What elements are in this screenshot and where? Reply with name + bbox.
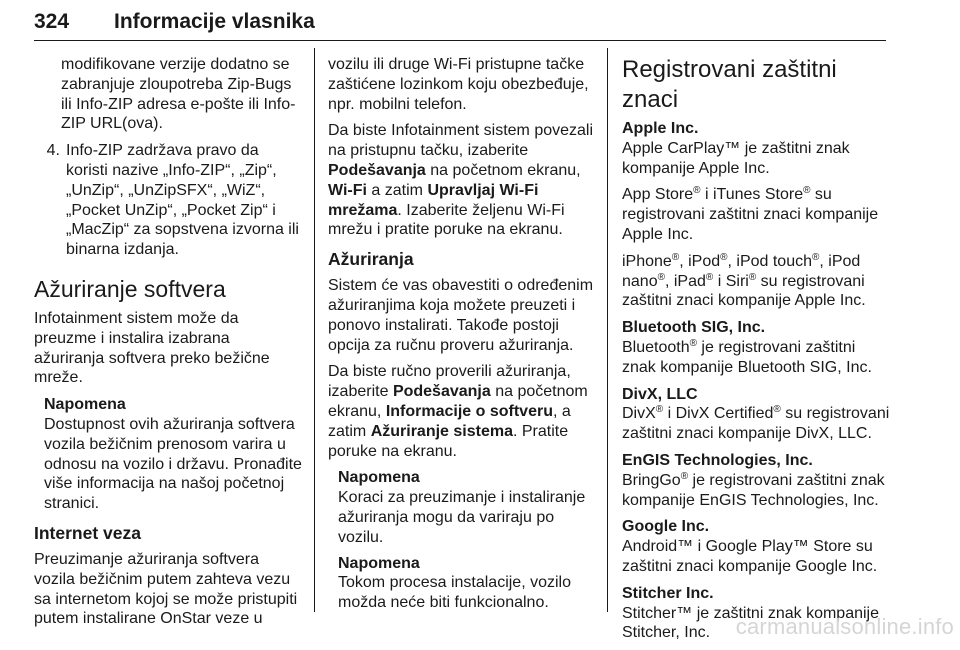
column-separator [314,48,315,612]
menu-term: Wi-Fi [328,181,367,199]
company-name: Stitcher Inc. [622,584,714,602]
trademark-block-engis: EnGIS Technologies, Inc. BringGo® je registrovani zaštitni znak kompanije EnGIS Technologies, Inc. [622,451,890,510]
header-rule [34,40,886,41]
note-block [34,395,302,514]
trademark-text: Stitcher™ je zaštitni znak kompanije Stitcher, Inc. [622,604,879,642]
continued-paragraph: modifikovane verzije dodatno se zabranjuje zloupotreba Zip-Bugs ili Info-ZIP adresa e-pošte ili Info-ZIP URL(ova). [61,56,296,133]
menu-term: Informacije o softveru [385,402,553,420]
list-item [34,141,302,260]
section-heading-software-update: Ažuriranje softvera [34,275,226,302]
note-text: Dostupnost ovih ažuriranja softvera vozila bežičnim prenosom varira u odnosu na vozilo i državu. Pronađite više informacija na našoj početnoj stranici. [44,415,302,513]
internet-text: Preuzimanje ažuriranja softvera vozila bežičnim putem zahteva vezu sa internetom kojoj se može pristupiti putem instalirane OnStar veze u [34,550,298,628]
note-title: Napomena [338,554,420,572]
continued-paragraph: vozilu ili druge Wi-Fi pristupne tačke zaštićene lozinkom koju obezbeđuje, npr. mobilni telefon. [328,56,589,113]
list-number: 4. [46,142,60,160]
menu-term: Ažuriranje sistema [370,422,513,440]
page-number: 324 [34,10,70,33]
trademark-text: iPhone®, iPod®, iPod touch®, iPod nano®, iPad® i Siri® su registrovani zaštitni znaci kompanije Apple Inc. [622,251,866,310]
trademark-block-bluetooth: Bluetooth SIG, Inc. Bluetooth® je registrovani zaštitni znak kompanije Bluetooth SIG, Inc. [622,318,890,377]
note-block [328,468,596,547]
company-name: DivX, LLC [622,385,698,403]
header-title: Informacije vlasnika [114,10,315,33]
subheading-internet: Internet veza [34,522,141,543]
company-name: Bluetooth SIG, Inc. [622,319,766,337]
section-intro: Infotainment sistem može da preuzme i instalira izabrana ažuriranja softvera preko bežične mreže. [34,309,270,387]
connect-instructions: Da biste Infotainment sistem povezali na pristupnu tačku, izaberite Podešavanja na početnom ekranu, Wi-Fi a zatim Upravljaj Wi-Fi mrežama. Izaberite željenu Wi-Fi mrežu i pratite poruke na ekranu. [328,122,594,239]
list-text: Info-ZIP zadržava pravo da koristi nazive „Info-ZIP“, „Zip“, „UnZip“, „UnZipSFX“, „WiZ“, „Pocket UnZip“, „Pocket Zip“ i „MacZip“ za sopstvena izvorna ili binarna izdanja. [66,142,299,259]
subheading-updates: Ažuriranja [328,249,414,270]
trademark-text: Apple CarPlay™ je zaštitni znak kompanije Apple Inc. [622,139,850,177]
company-name: Google Inc. [622,518,710,536]
manual-check-instructions: Da biste ručno proverili ažuriranja, izaberite Podešavanja na početnom ekranu, Informacije o softveru, a zatim Ažuriranje sistema. Pratite poruke na ekranu. [328,363,588,460]
column-separator [607,48,608,612]
note-text: Koraci za preuzimanje i instaliranje ažuriranja mogu da variraju po vozilu. [338,489,586,546]
section-heading-trademarks: Registrovani zaštitni znaci [622,56,837,113]
note-text: Tokom procesa instalacije, vozilo možda neće biti funkcionalno. [338,574,571,612]
trademark-block-google [622,517,890,576]
note-block [328,554,596,613]
trademark-block-apple [622,119,890,178]
page-header [34,6,886,44]
trademark-text: Android™ i Google Play™ Store su zaštitni znaci kompanije Google Inc. [622,538,878,575]
trademark-block-divx: DivX, LLC DivX® i DivX Certified® su registrovani zaštitni znaci kompanije DivX, LLC. [622,385,890,443]
note-title: Napomena [338,469,420,487]
column-right [622,55,890,650]
column-left [34,55,302,636]
company-name: Apple Inc. [622,120,699,137]
updates-text: Sistem će vas obavestiti o određenim ažuriranjima koja možete preuzeti i ponovo instalirati. Takođe postoji opcija za ručnu proveru ažuriranja. [328,277,594,354]
menu-term: Podešavanja [328,161,426,179]
trademark-text: App Store® i iTunes Store® su registrovani zaštitni znaci kompanije Apple Inc. [622,185,879,243]
column-middle [328,55,596,619]
note-title: Napomena [44,396,126,414]
watermark: carmanualsonline.info [735,614,954,639]
menu-term: Upravljaj Wi-Fi mrežama [328,181,539,219]
menu-term: Podešavanja [392,383,491,401]
company-name: EnGIS Technologies, Inc. [622,451,813,469]
